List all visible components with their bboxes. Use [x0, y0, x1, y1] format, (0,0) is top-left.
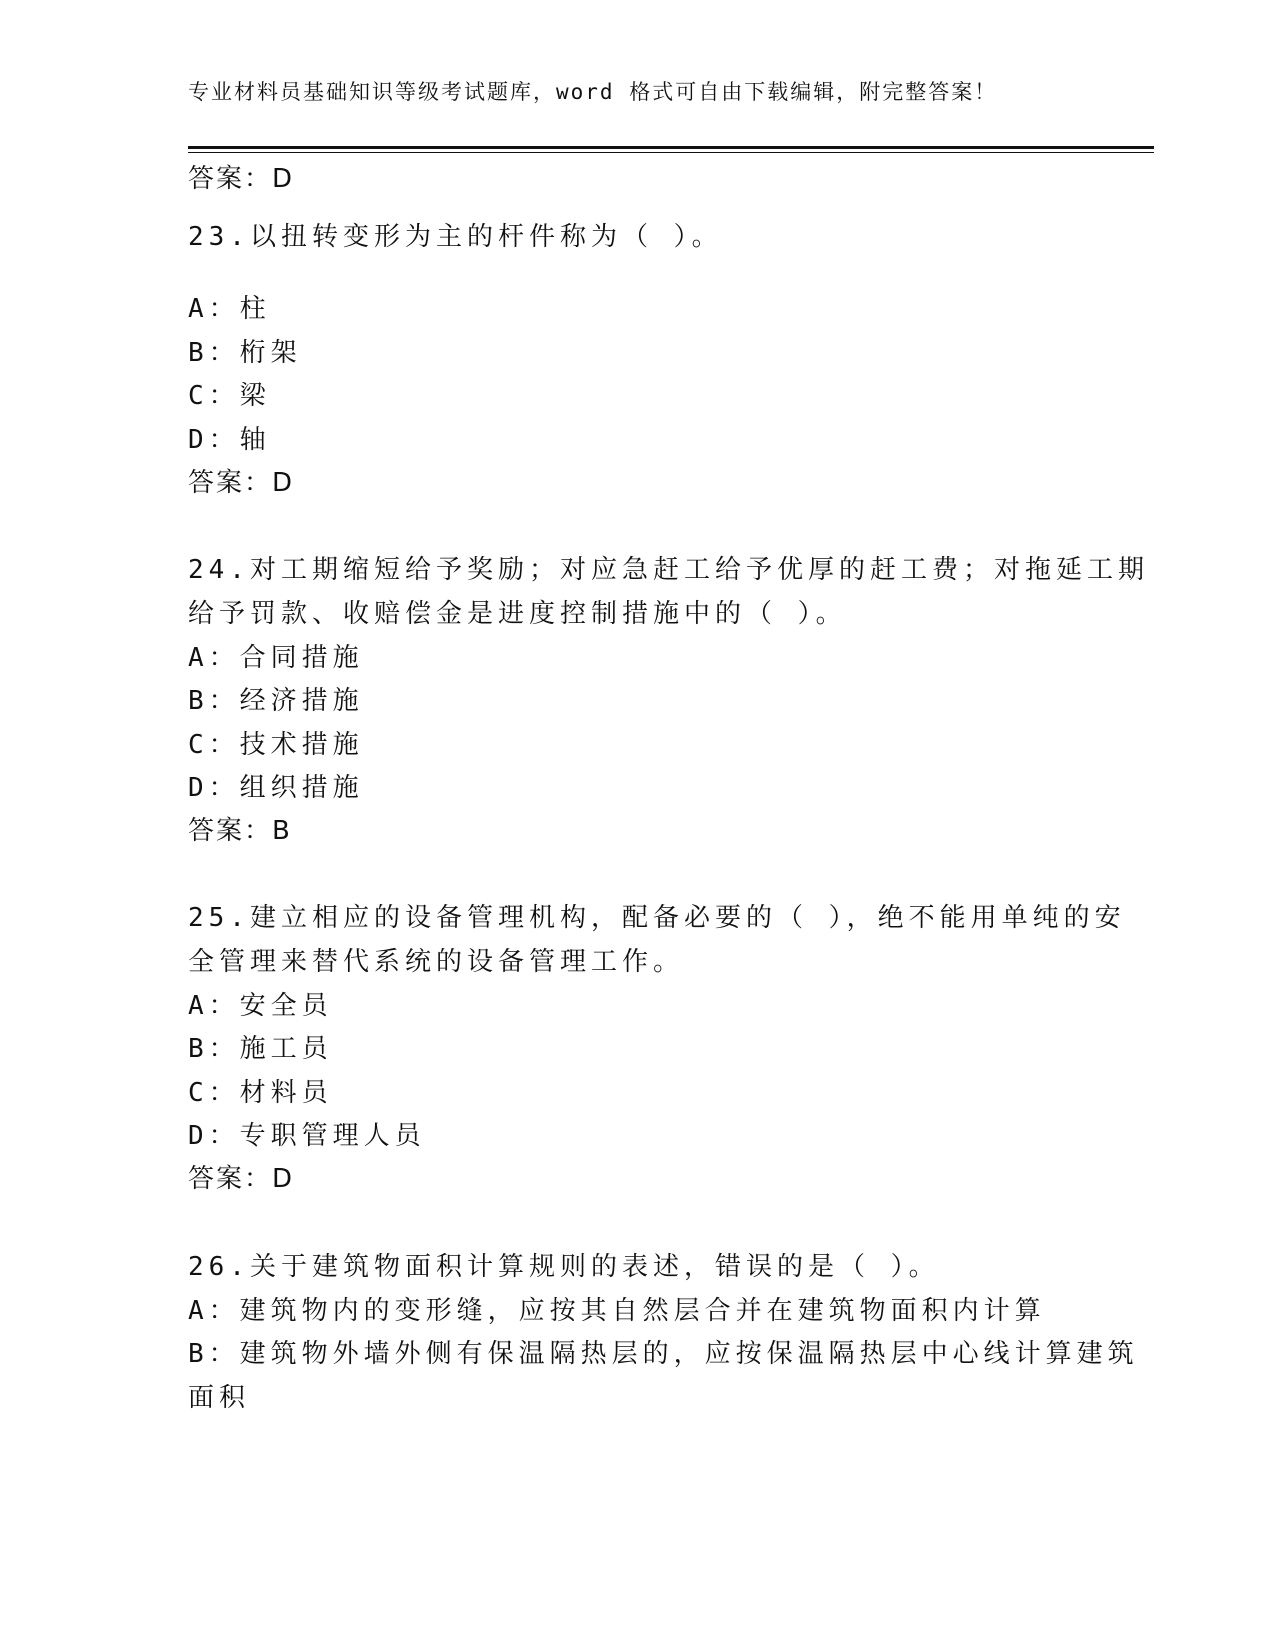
question-24-stem-line1: 24.对工期缩短给予奖励；对应急赶工给予优厚的赶工费；对拖延工期 — [188, 555, 1149, 585]
question-25-option-c: C：材料员 — [188, 1078, 333, 1108]
question-25-answer: 答案：D — [188, 1164, 295, 1194]
question-23-option-d: D：轴 — [188, 425, 271, 455]
question-25-option-d: D：专职管理人员 — [188, 1121, 426, 1151]
header-rule-thin — [188, 152, 1154, 153]
question-24-stem-line2: 给予罚款、收赔偿金是进度控制措施中的（ ）。 — [188, 599, 847, 629]
header-rule-thick — [188, 146, 1154, 149]
question-26-stem: 26.关于建筑物面积计算规则的表述，错误的是（ ）。 — [188, 1252, 940, 1282]
question-23-option-b: B：桁架 — [188, 338, 302, 368]
question-25-option-a: A：安全员 — [188, 991, 333, 1021]
question-23-stem: 23.以扭转变形为主的杆件称为（ ）。 — [188, 222, 723, 252]
answer-prev: 答案：D — [188, 164, 295, 194]
question-25-stem-line1: 25.建立相应的设备管理机构，配备必要的（ ），绝不能用单纯的安 — [188, 903, 1126, 933]
page-header: 专业材料员基础知识等级考试题库，word 格式可自由下载编辑，附完整答案！ — [188, 80, 998, 104]
question-25-stem-line2: 全管理来替代系统的设备管理工作。 — [188, 947, 685, 977]
question-25-option-b: B：施工员 — [188, 1034, 333, 1064]
question-24-option-d: D：组织措施 — [188, 773, 364, 803]
question-23-option-a: A：柱 — [188, 294, 271, 324]
question-26-option-b-line1: B：建筑物外墙外侧有保温隔热层的，应按保温隔热层中心线计算建筑 — [188, 1339, 1139, 1369]
question-24-option-b: B：经济措施 — [188, 686, 364, 716]
question-24-answer: 答案：B — [188, 816, 292, 846]
question-26-option-b-line2: 面积 — [188, 1383, 251, 1413]
question-23-answer: 答案：D — [188, 468, 295, 498]
question-23-option-c: C：梁 — [188, 381, 271, 411]
question-24-option-a: A：合同措施 — [188, 643, 364, 673]
question-26-option-a: A：建筑物内的变形缝，应按其自然层合并在建筑物面积内计算 — [188, 1296, 1046, 1326]
question-24-option-c: C：技术措施 — [188, 730, 364, 760]
